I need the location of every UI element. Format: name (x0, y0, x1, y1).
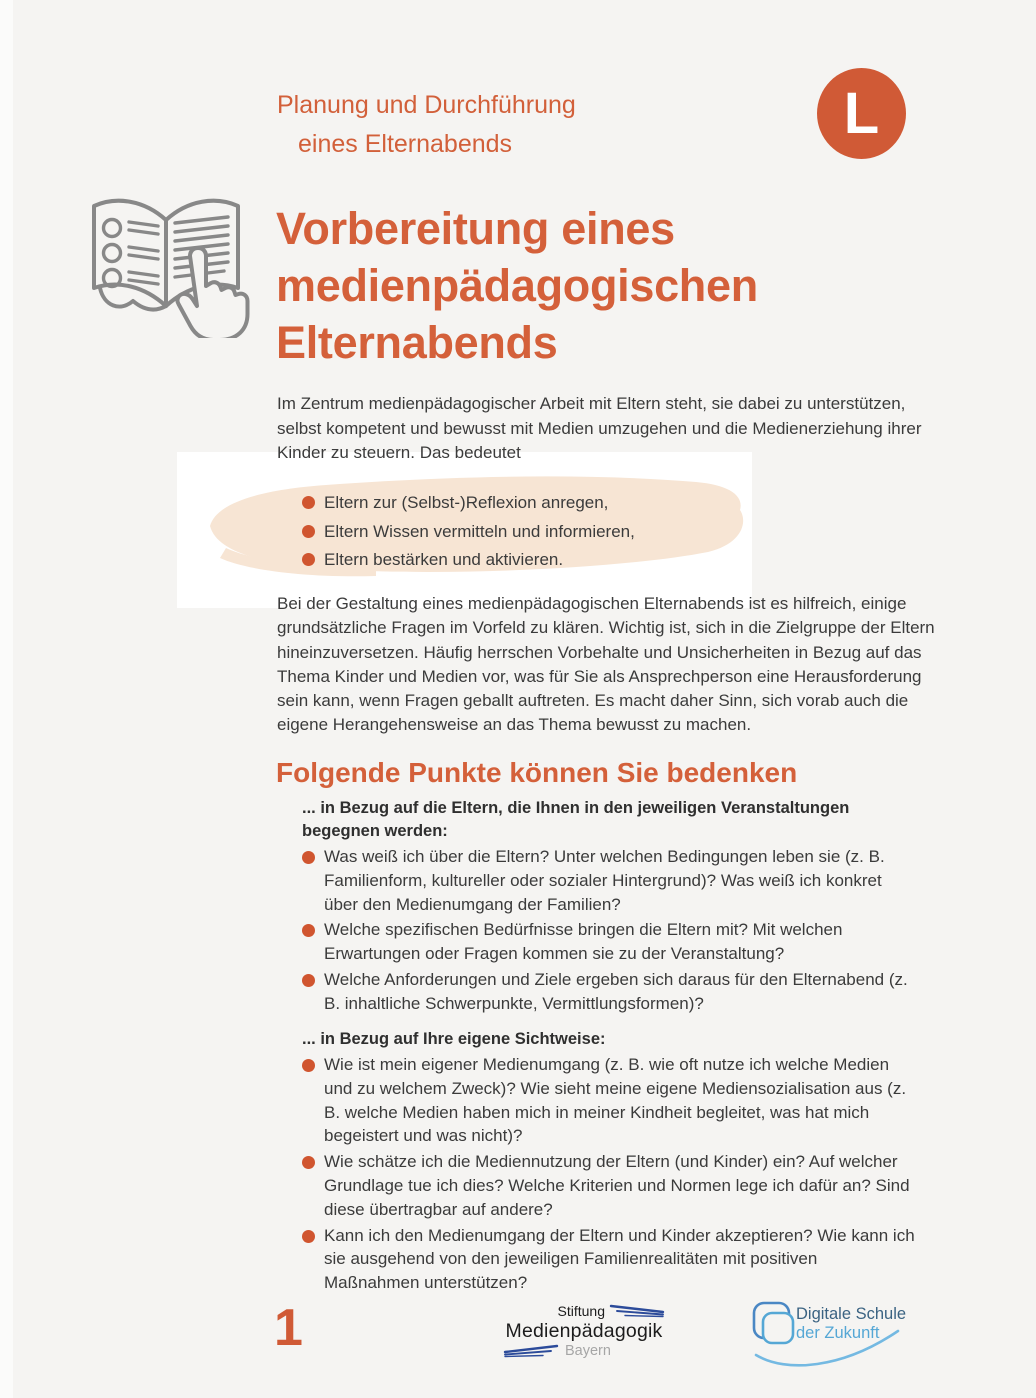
bullet-dot-icon (302, 553, 315, 566)
page-title: Vorbereitung eines medienpädagogischen Elternabends (276, 203, 758, 368)
bullet-text: Eltern bestärken und aktivieren. (324, 550, 564, 569)
stiftung-logo-line3: Bayern (565, 1342, 611, 1359)
page-kicker (277, 86, 576, 164)
swoosh-right-icon (609, 1303, 665, 1318)
letter-badge (817, 68, 906, 159)
bullet-dot-icon (302, 924, 315, 937)
bullet-list-parents (302, 845, 916, 1016)
digitale-schule-der-zukunft-logo (746, 1297, 916, 1375)
list-item (302, 519, 635, 546)
page-number: 1 (274, 1299, 303, 1357)
booklet-pointer-icon (78, 186, 256, 338)
highlight-bullet-list (302, 490, 635, 574)
dsz-logo-line1: Digitale Schule (796, 1305, 907, 1323)
bullet-text: Was weiß ich über die Eltern? Unter welchen Bedingungen leben sie (z. B. Familienform, kultureller oder sozialer Hintergrund)? Was weiß ich konkret über den Medienumgang der Familien? (324, 847, 885, 914)
bullet-text: Welche Anforderungen und Ziele ergeben sich daraus für den Elternabend (z. B. inhaltliche Schwerpunkte, Vermittlungsformen)? (324, 969, 908, 1013)
list-item (302, 968, 916, 1016)
intro-paragraph: Im Zentrum medienpädagogischer Arbeit mit Eltern steht, sie dabei zu unterstützen, selbst kompetent und bewusst mit Medien umzugehen und die Medienerziehung ihrer Kinder zu steuern. Das bedeutet (277, 394, 922, 462)
kicker-line-1: Planung und Durchführung (277, 91, 576, 119)
swoosh-left-icon (503, 1343, 559, 1358)
list-item (302, 547, 635, 574)
bullet-dot-icon (302, 525, 315, 538)
list-item (302, 1150, 916, 1221)
bullet-text: Wie schätze ich die Mediennutzung der Eltern (und Kinder) ein? Auf welcher Grundlage tue ich dies? Welche Kriterien und Normen lege ich dafür an? Sind diese übertragbar auf andere? (324, 1152, 910, 1219)
list-item (302, 490, 635, 517)
list-item (302, 918, 916, 966)
body-paragraph: Bei der Gestaltung eines medienpädagogischen Elternabends ist es hilfreich, einige grundsätzliche Fragen im Vorfeld zu klären. Wichtig ist, sich in die Zielgruppe der Eltern hineinzuversetzen. Häufig herrschen Vorbehalte und Unsicherheiten in Bezug auf das Thema Kinder und Medien vor, was für Sie als Ansprechperson eine Herausforderung sein kann, wenn Fragen geballt auftreten. Es macht daher Sinn, sich vorab auch die eigene Herangehensweise an das Thema bewusst zu machen. (277, 594, 935, 735)
bullet-text: Eltern zur (Selbst-)Reflexion anregen, (324, 493, 609, 512)
badge-letter: L (843, 81, 880, 146)
bullet-dot-icon (302, 1059, 315, 1072)
stiftung-logo-line2: Medienpädagogik (505, 1320, 663, 1342)
list-item (302, 1053, 916, 1148)
bullet-dot-icon (302, 1156, 315, 1169)
bullet-text: Wie ist mein eigener Medienumgang (z. B. wie oft nutze ich welche Medien und zu welchem Zweck)? Wie sieht meine eigene Mediensozialisation aus (z. B. welche Medien haben mich in meiner Kindheit begleitet, was hat mich begeistert und was nicht)? (324, 1055, 907, 1146)
bullet-dot-icon (302, 851, 315, 864)
bullet-list-own-view (302, 1053, 916, 1295)
dsz-logo-line2: der Zukunft (796, 1324, 880, 1342)
bullet-text: Kann ich den Medienumgang der Eltern und Kinder akzeptieren? Wie kann ich sie ausgehend von den jeweiligen Familienrealitäten mit positiven Maßnahmen unterstützen? (324, 1225, 915, 1293)
list-item (302, 845, 916, 916)
stiftung-logo-line1: Stiftung (557, 1302, 605, 1319)
subheading-own-view: ... in Bezug auf Ihre eigene Sichtweise: (302, 1030, 606, 1048)
subheading-parents: ... in Bezug auf die Eltern, die Ihnen in den jeweiligen Veranstaltungen begegnen werden: (302, 799, 850, 840)
bullet-text: Eltern Wissen vermitteln und informieren, (324, 521, 635, 541)
stiftung-medienpaedagogik-logo (503, 1302, 665, 1359)
bullet-dot-icon (302, 974, 315, 987)
bullet-dot-icon (302, 1230, 315, 1243)
section-heading: Folgende Punkte können Sie bedenken (276, 757, 798, 788)
bullet-text: Welche spezifischen Bedürfnisse bringen die Eltern mit? Mit welchen Erwartungen oder Fragen kommen sie zu der Veranstaltung? (324, 920, 843, 964)
bullet-dot-icon (302, 496, 315, 509)
list-item (302, 1224, 916, 1295)
kicker-line-2: eines Elternabends (298, 130, 513, 158)
page-left-margin (0, 0, 13, 1398)
